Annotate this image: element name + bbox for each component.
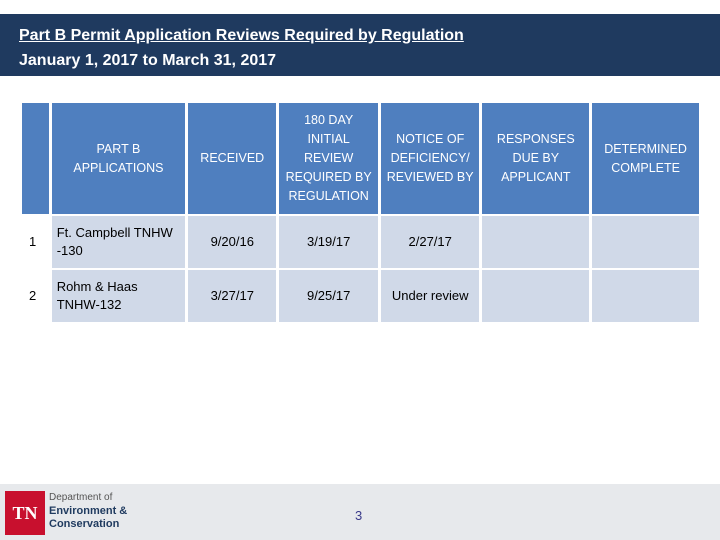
review-required-date: 3/19/17 (279, 216, 378, 268)
row-number: 2 (22, 270, 49, 322)
logo-department-text: Department of (49, 492, 113, 503)
slide-title: Part B Permit Application Reviews Required by Regulation (19, 27, 464, 44)
tn-logo-mark: TN (5, 491, 45, 535)
application-name: Ft. Campbell TNHW -130 (52, 216, 185, 268)
title-banner (0, 14, 720, 76)
row-number: 1 (22, 216, 49, 268)
tdec-logo (5, 491, 135, 535)
review-required-date: 9/25/17 (279, 270, 378, 322)
responses-due-cell (482, 270, 589, 322)
table-row (22, 270, 699, 322)
notice-date: 2/27/17 (381, 216, 480, 268)
determined-complete-cell (592, 270, 699, 322)
notice-date: Under review (381, 270, 480, 322)
slide-subtitle: January 1, 2017 to March 31, 2017 (19, 52, 277, 69)
logo-environment-text: Environment & (49, 505, 128, 517)
header-received: RECEIVED (188, 103, 276, 214)
table-row (22, 216, 699, 268)
applications-table (19, 101, 702, 324)
responses-due-cell (482, 216, 589, 268)
page-number: 3 (355, 508, 363, 523)
header-notice-of-deficiency: NOTICE OF DEFICIENCY/ REVIEWED BY (381, 103, 480, 214)
header-responses-due: RESPONSES DUE BY APPLICANT (482, 103, 589, 214)
header-180-day-review: 180 DAY INITIAL REVIEW REQUIRED BY REGULATION (279, 103, 378, 214)
determined-complete-cell (592, 216, 699, 268)
header-number (22, 103, 49, 214)
received-date: 3/27/17 (188, 270, 276, 322)
table-header-row (22, 103, 699, 214)
application-name: Rohm & Haas TNHW-132 (52, 270, 185, 322)
logo-conservation-text: Conservation (49, 518, 120, 530)
received-date: 9/20/16 (188, 216, 276, 268)
header-determined-complete: DETERMINED COMPLETE (592, 103, 699, 214)
header-part-b-applications: PART B APPLICATIONS (52, 103, 185, 214)
